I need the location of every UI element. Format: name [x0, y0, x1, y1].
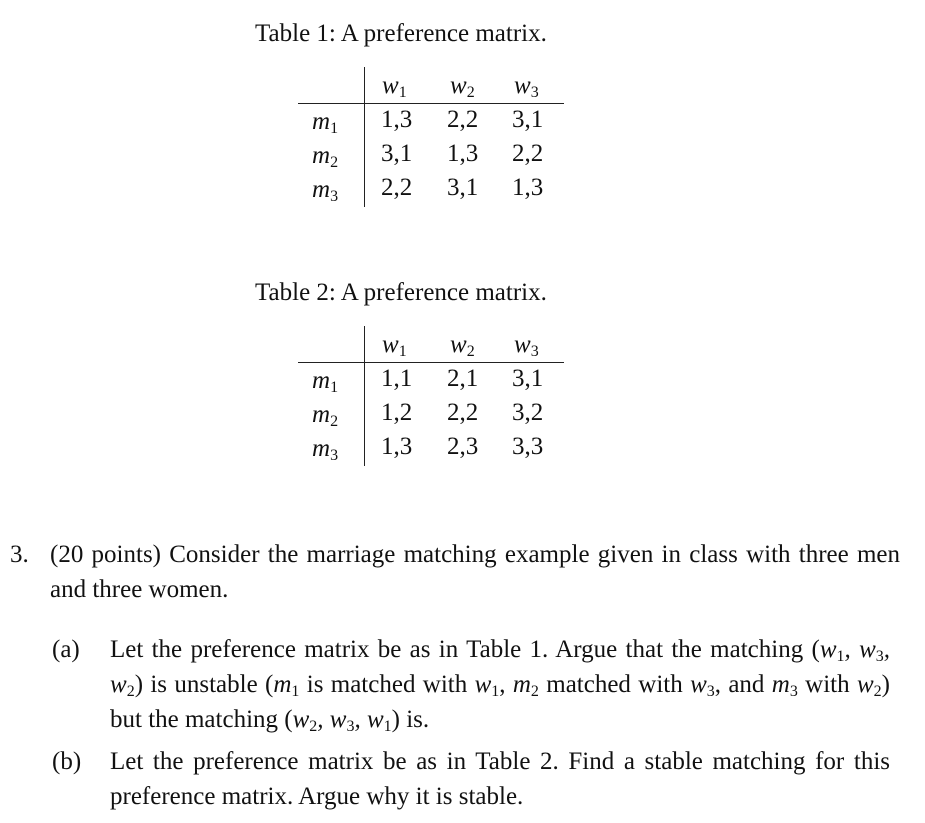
table1-row-label: $m_3$: [312, 176, 339, 205]
table2-cell: 2,3: [447, 433, 479, 460]
problem-number: 3.: [10, 541, 29, 568]
table2-cell: 3,2: [512, 399, 544, 426]
problem-part-a: [52, 632, 890, 737]
table2-cell: 3,1: [512, 365, 544, 392]
table2-cell: 1,3: [381, 433, 413, 460]
table2-horizontal-rule: [298, 362, 564, 363]
table2-row-label: $m_1$: [312, 367, 339, 396]
table2-caption: Table 2: A preference matrix.: [255, 279, 547, 306]
part-a-text: Let the preference matrix be as in Table 1. Argue that the matching ($w_1$, $w_3$, $w_2$) is unstable ($m_1$ is matched with $w_1$, $m_2$ matched with $w_3$, and $m_3$ with $w_2$) but the matching ($w_2$, $w_3$, $w_1$) is.: [110, 636, 891, 735]
table1: [298, 67, 564, 209]
table2-vertical-rule: [364, 326, 365, 466]
table1-cell: 3,1: [381, 140, 413, 167]
table1-vertical-rule: [364, 67, 365, 207]
matching-1: $w_1$, $w_3$, $w_2$: [110, 636, 891, 700]
part-b-label: (b): [52, 748, 82, 775]
problem-part-b: [52, 744, 890, 814]
table1-cell: 3,1: [512, 106, 544, 133]
table1-row-label: $m_2$: [312, 142, 339, 171]
table1-col-header: $w_2$: [450, 72, 475, 101]
table2-row-label: $m_2$: [312, 401, 339, 430]
table1-cell: 3,1: [447, 174, 479, 201]
matching-2: $w_2$, $w_3$, $w_1$: [292, 706, 392, 735]
table2-cell: 1,1: [381, 365, 413, 392]
part-a-label: (a): [52, 636, 80, 663]
table1-row-label: $m_1$: [312, 108, 339, 137]
table1-col-header: $w_1$: [382, 72, 407, 101]
table1-cell: 1,3: [381, 106, 413, 133]
table1-horizontal-rule: [298, 103, 564, 104]
table1-cell: 2,2: [381, 174, 413, 201]
table1-cell: 2,2: [447, 106, 479, 133]
table2-cell: 1,2: [381, 399, 413, 426]
table1-cell: 1,3: [447, 140, 479, 167]
table2-col-header: $w_2$: [450, 331, 475, 360]
table2-cell: 3,3: [512, 433, 544, 460]
table2-cell: 2,1: [447, 365, 479, 392]
part-b-text: Let the preference matrix be as in Table 2. Find a stable matching for this preference matrix. Argue why it is stable.: [110, 748, 890, 810]
problem-stem: (20 points) Consider the marriage matching example given in class with three men and three women.: [50, 541, 900, 603]
table2-col-header: $w_1$: [382, 331, 407, 360]
problem-3: [10, 537, 900, 607]
table2-col-header: $w_3$: [514, 331, 539, 360]
table1-cell: 2,2: [512, 140, 544, 167]
table2-cell: 2,2: [447, 399, 479, 426]
table1-col-header: $w_3$: [514, 72, 539, 101]
table1-cell: 1,3: [512, 174, 544, 201]
table2: [298, 326, 564, 468]
table1-caption: Table 1: A preference matrix.: [255, 20, 547, 47]
table2-row-label: $m_3$: [312, 435, 339, 464]
